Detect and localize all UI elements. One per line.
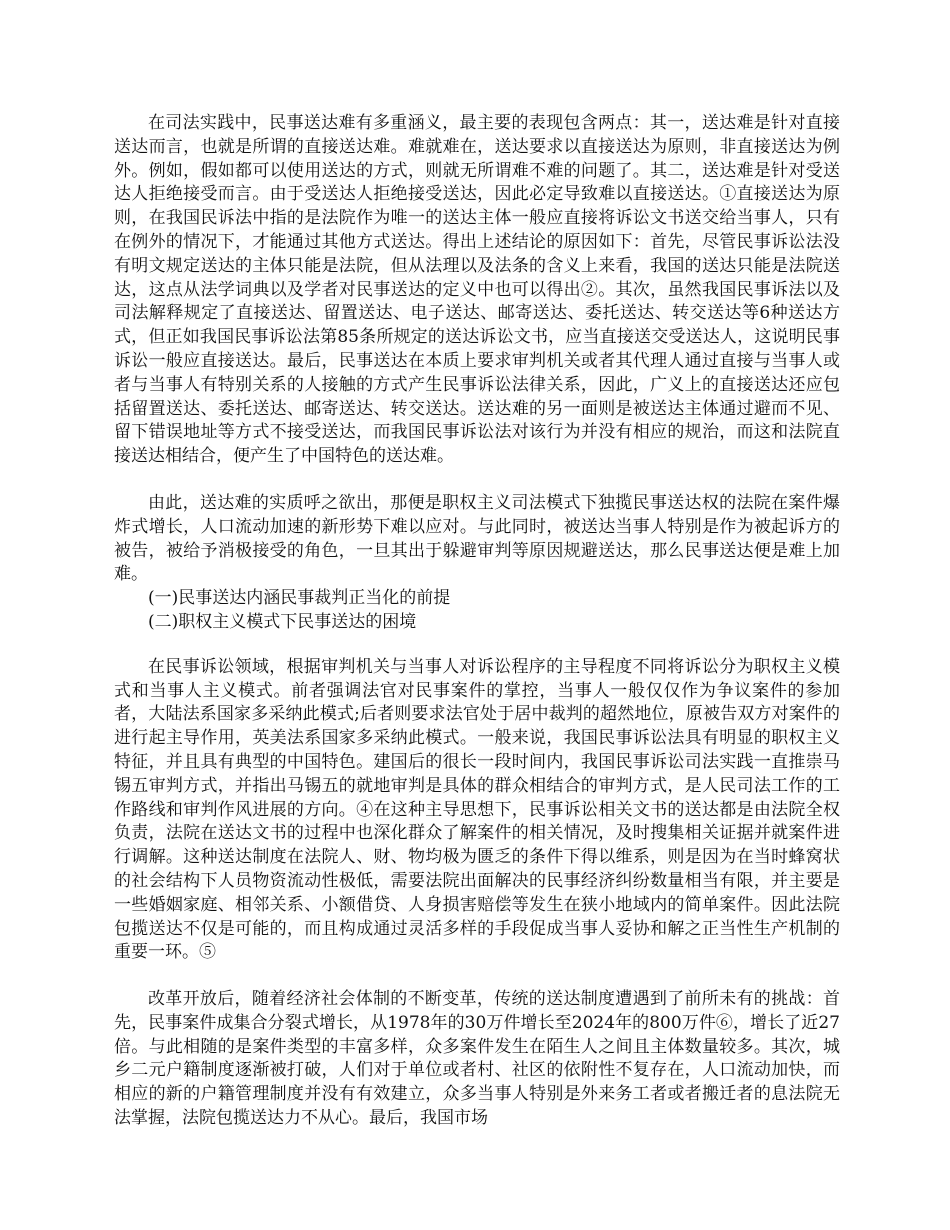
paragraph-essence: 由此，送达难的实质呼之欲出，那便是职权主义司法模式下独揽民事送达权的法院在案件爆炸式增长，人口流动加速的新形势下难以应对。与此同时，被送达当事人特别是作为被起诉方的被告，被给予消极接受的角色，一旦其出于躲避审判等原因规避送达，那么民事送达便是难上加难。 — [114, 492, 840, 585]
paragraph-reform-era: 改革开放后，随着经济社会体制的不断变革，传统的送达制度遭遇到了前所未有的挑战：首先，民事案件成集合分裂式增长，从1978年的30万件增长至2024年的800万件⑥，增长了近27倍。与此相随的是案件类型的丰富多样，众多案件发生在陌生人之间且主体数量较多。其次，城乡二元户籍制度逐渐被打破，人们对于单位或者村、社区的依附性不复存在，人口流动加快，而相应的新的户籍管理制度并没有有效建立，众多当事人特别是外来务工者或者搬迁者的息法院无法掌握，法院包揽送达力不从心。最后，我国市场 — [114, 989, 840, 1129]
section-heading-2: (二)职权主义模式下民事送达的困境 — [148, 611, 417, 632]
paragraph-inquisitorial-model: 在民事诉讼领域，根据审判机关与当事人对诉讼程序的主导程度不同将诉讼分为职权主义模式和当事人主义模式。前者强调法官对民事案件的掌控，当事人一般仅仅作为争议案件的参加者，大陆法系国家多采纳此模式;后者则要求法官处于居中裁判的超然地位，原被告双方对案件的进行起主导作用，英美法系国家多采纳此模式。一般来说，我国民事诉讼法具有明显的职权主义特征，并且具有典型的中国特色。建国后的很长一段时间内，我国民事诉讼司法实践一直推崇马锡五审判方式，并指出马锡五的就地审判是具体的群众相结合的审判方式，是人民司法工作的工作路线和审判作风进展的方向。④在这种主导思想下，民事诉讼相关文书的送达都是由法院全权负责，法院在送达文书的过程中也深化群众了解案件的相关情况，及时搜集相关证据并就案件进行调解。这种送达制度在法院人、财、物均极为匮乏的条件下得以维系，则是因为在当时蜂窝状的社会结构下人员物资流动性极低，需要法院出面解决的民事经济纠纷数量相当有限，并主要是一些婚姻家庭、相邻关系、小额借贷、人身损害赔偿等发生在狭小地域内的简单案件。因此法院包揽送达不仅是可能的，而且构成通过灵活多样的手段促成当事人妥协和解之正当性生产机制的重要一环。⑤ — [114, 656, 840, 963]
paragraph-service-difficulty: 在司法实践中，民事送达难有多重涵义，最主要的表现包含两点：其一，送达难是针对直接送达而言，也就是所谓的直接送达难。难就难在，送达要求以直接送达为原则，非直接送达为例外。例如，假如都可以使用送达的方式，则就无所谓难不难的问题了。其二，送达难是针对受送达人拒绝接受而言。由于受送达人拒绝接受送达，因此必定导致难以直接送达。①直接送达为原则，在我国民诉法中指的是法院作为唯一的送达主体一般应直接将诉讼文书送交给当事人，只有在例外的情况下，才能通过其他方式送达。得出上述结论的原因如下：首先，尽管民事诉讼法没有明文规定送达的主体只能是法院，但从法理以及法条的含义上来看，我国的送达只能是法院送达，这点从法学词典以及学者对民事送达的定义中也可以得出②。其次，虽然我国民事诉法以及司法解释规定了直接送达、留置送达、电子送达、邮寄送达、委托送达、转交送达等6种送达方式，但正如我国民事诉讼法第85条所规定的送达诉讼文书，应当直接送交受送达人，这说明民事诉讼一般应直接送达。最后，民事送达在本质上要求审判机关或者其代理人通过直接与当事人或者与当事人有特别关系的人接触的方式产生民事诉讼法律关系，因此，广义上的直接送达还应包括留置送达、委托送达、邮寄送达、转交送达。送达难的另一面则是被送达主体通过避而不见、留下错误地址等方式不接受送达，而我国民事诉讼法对该行为并没有相应的规治，而这和法院直接送达相结合，便产生了中国特色的送达难。 — [114, 113, 840, 467]
section-heading-1: (一)民事送达内涵民事裁判正当化的前提 — [148, 588, 451, 609]
document-body — [114, 112, 840, 1131]
